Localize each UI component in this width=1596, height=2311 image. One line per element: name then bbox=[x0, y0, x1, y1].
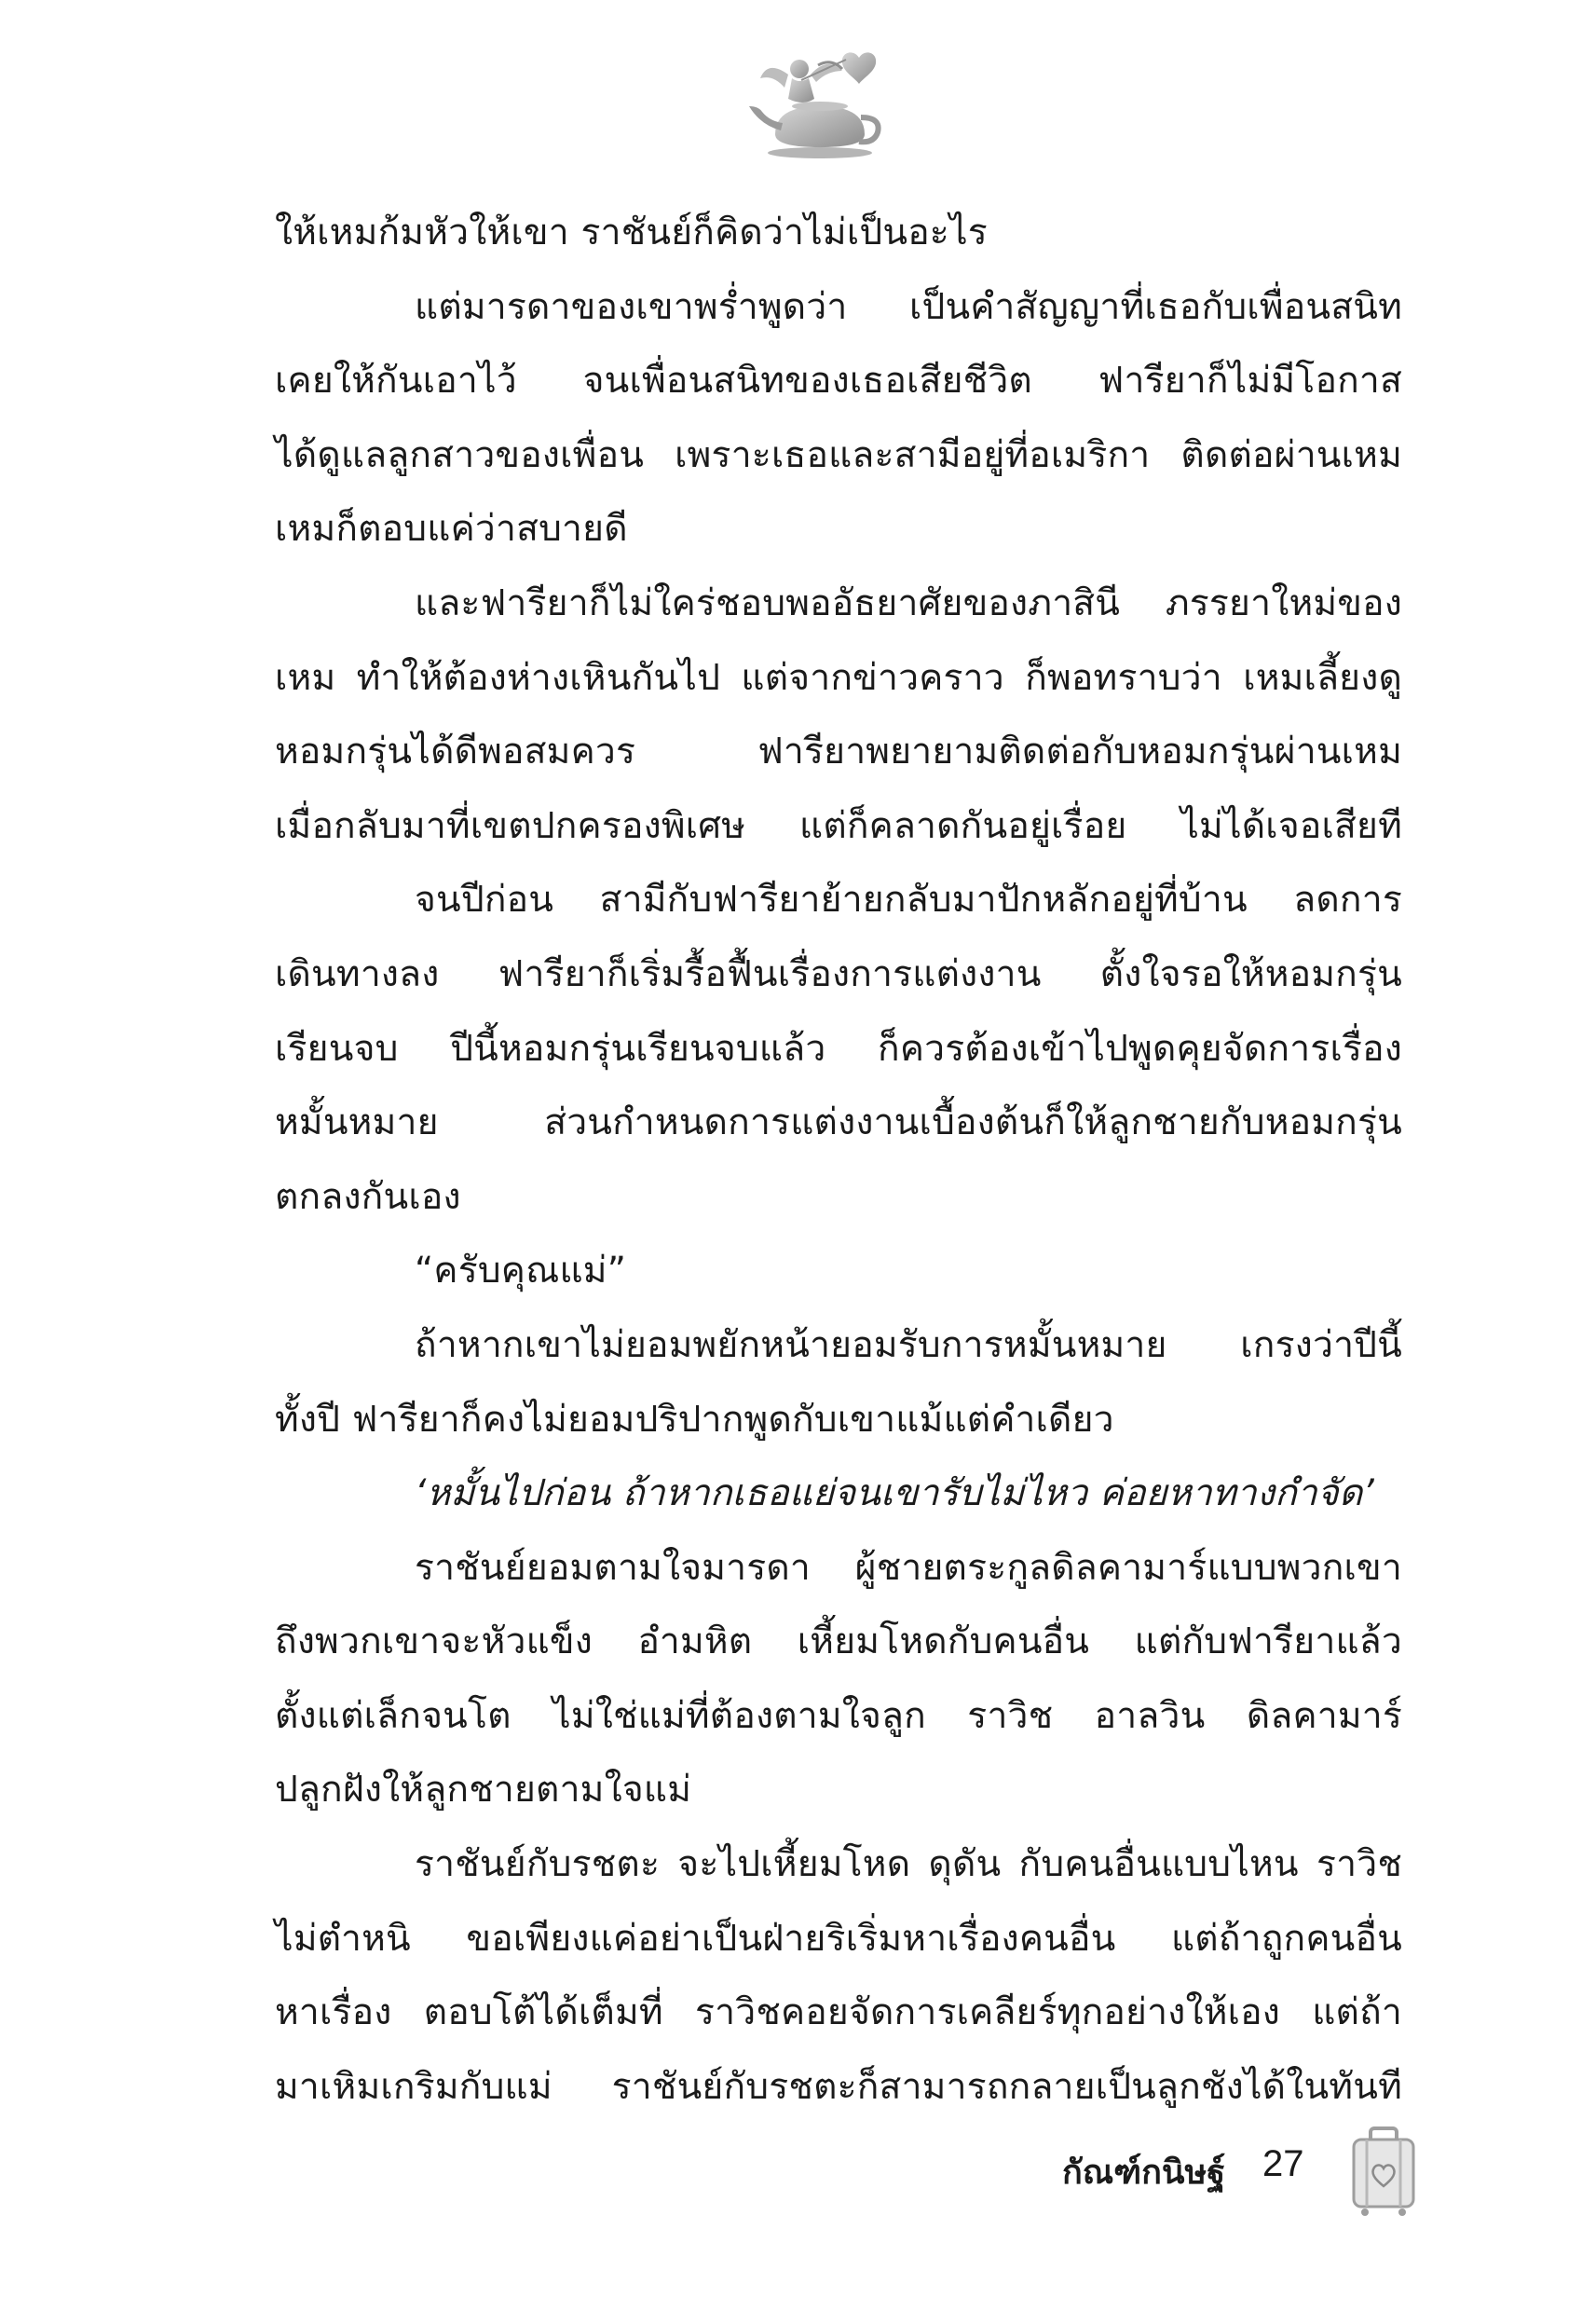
text-line: ถึงพวกเขาจะหัวแข็ง อำมหิต เหี้ยมโหดกับคนอื่น แต่กับฟารียาแล้ว bbox=[275, 1620, 1402, 1663]
text-line: หาเรื่อง ตอบโต้ได้เต็มที่ ราวิชคอยจัดการเคลียร์ทุกอย่างให้เอง แต่ถ้า bbox=[275, 1991, 1402, 2034]
suitcase-heart-icon bbox=[1346, 2125, 1421, 2218]
text-line: มาเหิมเกริมกับแม่ ราชันย์กับรชตะก็สามารถกลายเป็นลูกชังได้ในทันที bbox=[275, 2065, 1402, 2108]
text-line: เคยให้กันเอาไว้ จนเพื่อนสนิทของเธอเสียชีวิต ฟารียาก็ไม่มีโอกาส bbox=[275, 360, 1402, 403]
text-line: และฟารียาก็ไม่ใคร่ชอบพออัธยาศัยของภาสินี ภรรยาใหม่ของ bbox=[415, 581, 1402, 624]
text-line: ให้เหมก้มหัวให้เขา ราชันย์ก็คิดว่าไม่เป็นอะไร bbox=[275, 212, 988, 253]
text-line: “ครับคุณแม่” bbox=[415, 1250, 627, 1292]
text-line: แต่มารดาของเขาพร่ำพูดว่า เป็นคำสัญญาที่เธอกับเพื่อนสนิท bbox=[415, 285, 1402, 328]
text-line: ปลูกฝังให้ลูกชายตามใจแม่ bbox=[275, 1769, 692, 1812]
text-line: หอมกรุ่นได้ดีพอสมควร ฟารียาพยายามติดต่อกับหอมกรุ่นผ่านเหม bbox=[275, 731, 1402, 773]
author-name: กัณฑ์กนิษฐ์ bbox=[1062, 2154, 1226, 2192]
text-line: หมั้นหมาย ส่วนกำหนดการแต่งงานเบื้องต้นก็ให้ลูกชายกับหอมกรุ่น bbox=[275, 1101, 1402, 1144]
text-line: เหมก็ตอบแค่ว่าสบายดี bbox=[275, 508, 628, 551]
text-line: ไม่ตำหนิ ขอเพียงแค่อย่าเป็นฝ่ายริเริ่มหาเรื่องคนอื่น แต่ถ้าถูกคนอื่น bbox=[275, 1917, 1402, 1960]
text-line: เหม ทำให้ต้องห่างเหินกันไป แต่จากข่าวคราว ก็พอทราบว่า เหมเลี้ยงดู bbox=[275, 656, 1402, 699]
text-line: ได้ดูแลลูกสาวของเพื่อน เพราะเธอและสามีอยู่ที่อเมริกา ติดต่อผ่านเหม bbox=[275, 433, 1402, 476]
text-line: จนปีก่อน สามีกับฟารียาย้ายกลับมาปักหลักอยู่ที่บ้าน ลดการ bbox=[415, 879, 1402, 922]
text-line: ตกลงกันเอง bbox=[275, 1175, 461, 1218]
body-text bbox=[275, 196, 1402, 2124]
text-line: เดินทางลง ฟารียาก็เริ่มรื้อฟื้นเรื่องการแต่งงาน ตั้งใจรอให้หอมกรุ่น bbox=[275, 952, 1402, 995]
text-line: ถ้าหากเขาไม่ยอมพยักหน้ายอมรับการหมั้นหมาย เกรงว่าปีนี้ bbox=[415, 1323, 1402, 1366]
cupid-teapot-emblem-icon bbox=[736, 37, 904, 168]
text-line: ‘หมั้นไปก่อน ถ้าหากเธอแย่จนเขารับไม่ไหว ค่อยหาทางกำจัด’ bbox=[415, 1472, 1374, 1515]
text-line: ตั้งแต่เล็กจนโต ไม่ใช่แม่ที่ต้องตามใจลูก ราวิช อาลวิน ดิลคามาร์ bbox=[275, 1694, 1402, 1737]
page-number: 27 bbox=[1262, 2143, 1304, 2184]
page-footer bbox=[1062, 2125, 1453, 2227]
text-line: ทั้งปี ฟารียาก็คงไม่ยอมปริปากพูดกับเขาแม้แต่คำเดียว bbox=[275, 1398, 1114, 1441]
text-line: เมื่อกลับมาที่เขตปกครองพิเศษ แต่ก็คลาดกันอยู่เรื่อย ไม่ได้เจอเสียที bbox=[275, 804, 1402, 847]
text-line: เรียนจบ ปีนี้หอมกรุ่นเรียนจบแล้ว ก็ควรต้องเข้าไปพูดคุยจัดการเรื่อง bbox=[275, 1027, 1402, 1070]
text-line: ราชันย์ยอมตามใจมารดา ผู้ชายตระกูลดิลคามาร์แบบพวกเขา bbox=[415, 1546, 1402, 1589]
text-line: ราชันย์กับรชตะ จะไปเหี้ยมโหด ดุดัน กับคนอื่นแบบไหน ราวิช bbox=[415, 1843, 1402, 1886]
